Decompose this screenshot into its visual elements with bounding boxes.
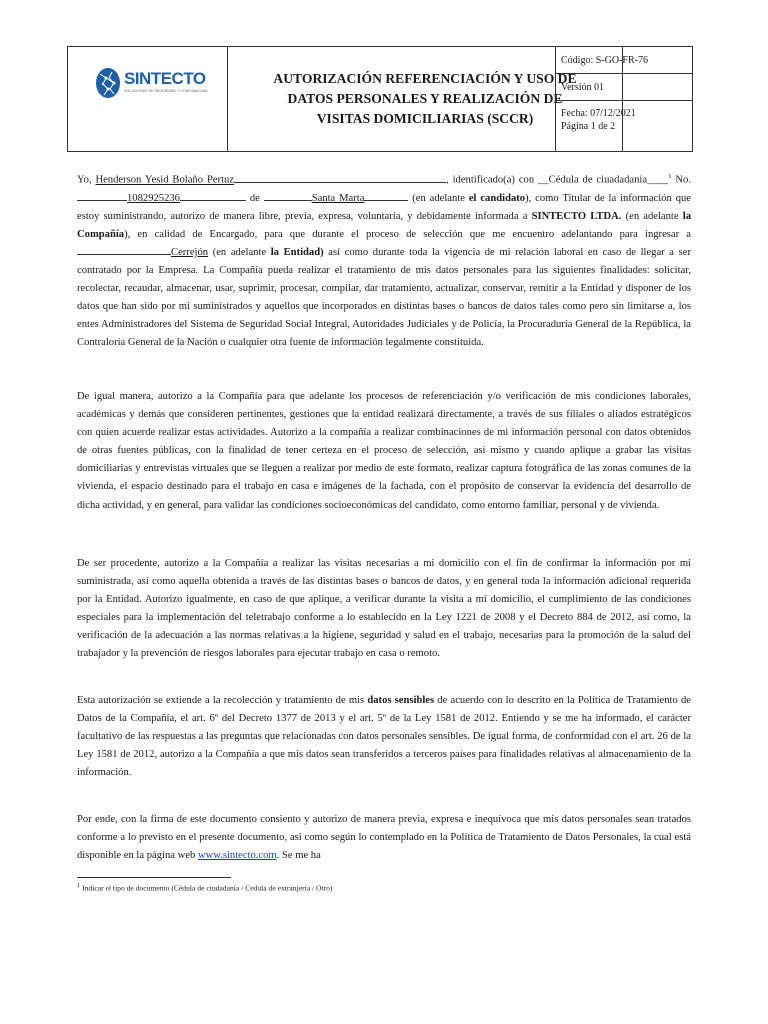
version-row: Versión 01 [556, 74, 692, 101]
candidate-city: Santa Marta [311, 192, 365, 204]
text: así como durante toda la vigencia de mi relación laboral en caso de llegar a ser contratado por la Empresa. La Compañía pueda realizar el tratamiento de mis datos personales para las siguientes finalidades: solicitar, recolectar, recaudar, almacenar, usar, suprimir, procesar, compilar, dar tratamiento, actualizar, conservar, remitir a la Entidad y disponer de los datos que han sido por mi suministrados y aquellos que incorporados en distintas bases o bancos de datos tales como pero sin limitarse a, los entes Administradores del Sistema de Seguridad Social Integral, Autoridades Judiciales y de Policía, la Procuraduría General de la República, la Contraloría General de la Nación o cualquier otra fuente de información legalmente constituida. [77, 246, 691, 349]
text: Por ende, con la firma de este documento consiento y autorizo de manera previa, expresa e inequívoca que mis datos personales sean tratados conforme a lo previsto en el presente documento, así como según lo contemplado en la Política de Tratamiento de Datos Personales, la cual está disponible en la página web [77, 814, 691, 862]
page-text: Página 1 de 2 [561, 121, 616, 132]
brain-logo-icon [94, 64, 124, 102]
text: ), como Titular de la información que estoy suministrando, autorizo de manera libre, previa, expresa, voluntaria, y debidamente informada a [77, 192, 691, 222]
footnote [77, 882, 332, 893]
text: No. [671, 174, 692, 186]
bold-text: la Compañía [77, 210, 691, 240]
text: ), en calidad de [124, 228, 210, 240]
code-row: Código: S-GO-FR-76 [556, 47, 692, 74]
bold-text: datos sensibles [367, 695, 435, 706]
text: (en adelante [208, 246, 271, 258]
footnote-ref: 1 [668, 173, 672, 180]
blank-line [180, 191, 246, 201]
company-tagline: SOLUCIONES DE SEGURIDAD Y CONFIABILIDAD [124, 89, 208, 93]
footnote-text: Indicar el tipo de documento (Cédula de ciudadanía / Cedula de extranjería / Otro) [80, 883, 333, 893]
meta-box [555, 46, 693, 152]
website-link[interactable]: www.sintecto.com [197, 850, 277, 862]
blank-line [364, 191, 408, 201]
text: de [245, 192, 264, 204]
company-name: SINTECTO [124, 69, 206, 88]
footnote-mark: 1 [77, 882, 81, 889]
paragraph-1 [77, 168, 691, 352]
paragraph-3 [77, 555, 691, 664]
blank-line [77, 191, 127, 201]
text: de acuerdo con lo descrito en la Política de Tratamiento de Datos de la Compañía, el art. 6º del Decreto 1377 de 2013 y el art. 5º de la Ley 1581 de 2012. Entiendo y se me ha informado, el carácter facultativo de las respuestas a las preguntas que relacionadas con datos personales sensibles. De igual forma, de conformidad con el art. 26 de la Ley 1581 de 2012, autorizo a la Compañía a que mis datos sean transferidos a terceros países para finalidades relativas al almacenamiento de la información. [77, 695, 691, 779]
footnote-divider [77, 877, 231, 878]
blank-line [234, 173, 298, 183]
paragraph-3-text: De ser procedente, autorizo a la Compañía a realizar las visitas necesarias a mi domicilio con el fin de confirmar la información por mi suministrada, así como aquella obtenida a través de las distintas bases o bancos de datos, y en general toda la información adicional requerida por la Entidad. Autorizo igualmente, en caso de que aplique, a verificar durante la visita a mi domicilio, el cumplimiento de las condiciones especiales para la implementación del teletrabajo conforme a lo establecido en la Ley 1221 de 2008 y el Decreto 884 de 2012, así como, la verificación de la adecuación a las normas relativas a la higiene, seguridad y salud en el trabajo, necesarias para la promoción de la salud del trabajador y la prevención de riesgos laborales para ejecutar trabajo en casa o remoto. [77, 558, 691, 660]
text: (en adelante [408, 192, 469, 204]
text: , para que durante el proceso de selección que me encuentro adelantando para ingresar a [254, 228, 692, 240]
blank-line [298, 173, 446, 183]
document-title: AUTORIZACIÓN REFERENCIACIÓN Y USO DE DATOS PERSONALES Y REALIZACIÓN DE VISITAS DOMICILIARIAS (SCCR) [273, 71, 577, 126]
company-legal-name: SINTECTO LTDA. [531, 210, 622, 222]
blank-line [264, 191, 312, 201]
text: , identificado(a) con __Cédula de ciuadadanía____ [446, 174, 669, 186]
text: . Se me ha [276, 850, 321, 862]
candidate-id-number: 1082925236 [127, 192, 180, 204]
paragraph-4 [77, 692, 691, 782]
candidate-role: Encargado [209, 228, 255, 240]
logo-cell [68, 47, 228, 151]
bold-text: el candidato [468, 192, 526, 204]
text: Yo, [77, 174, 96, 186]
bold-text: la Entidad) [270, 246, 324, 258]
text: (en adelante [621, 210, 683, 222]
paragraph-2-text: De igual manera, autorizo a la Compañía para que adelante los procesos de referenciación y/o verificación de mis condiciones laborales, académicas y demás que consideren pertinentes, gestiones que la entidad realizará directamente, a través de sus filiales o aliados estratégicos con quien acuerde realizar estas actividades. Autorizo a la compañía a realizar combinaciones de mi información personal con datos obtenidos de otras fuentes públicas, con la finalidad de tener certeza en el proceso de selección, así mismo y cuando aplique a grabar las visitas domiciliarias y entrevistas virtuales que se lleguen a realizar por medio de este formato, realizar captura fotográfica de las zonas comunes de la vivienda, el espacio destinado para el trabajo en casa e imágenes de la fachada, con el propósito de conservar la evidencia del desarrollo de dicha actividad, y en general, para validar las condiciones socioeconómicas del candidato, como entorno familiar, personal y de vivienda. [77, 391, 691, 511]
text: Esta autorización se extiende a la recolección y tratamiento de mis [77, 695, 368, 706]
date-text: Fecha: 07/12/2021 [561, 108, 636, 119]
entity-name: Cerrejón [171, 246, 209, 258]
date-page-row [556, 101, 692, 151]
company-logo [94, 64, 209, 102]
blank-line [77, 245, 171, 255]
paragraph-5 [77, 811, 691, 865]
candidate-name: Henderson Yesid Bolaño Pertuz [95, 174, 235, 186]
paragraph-2 [77, 388, 691, 515]
